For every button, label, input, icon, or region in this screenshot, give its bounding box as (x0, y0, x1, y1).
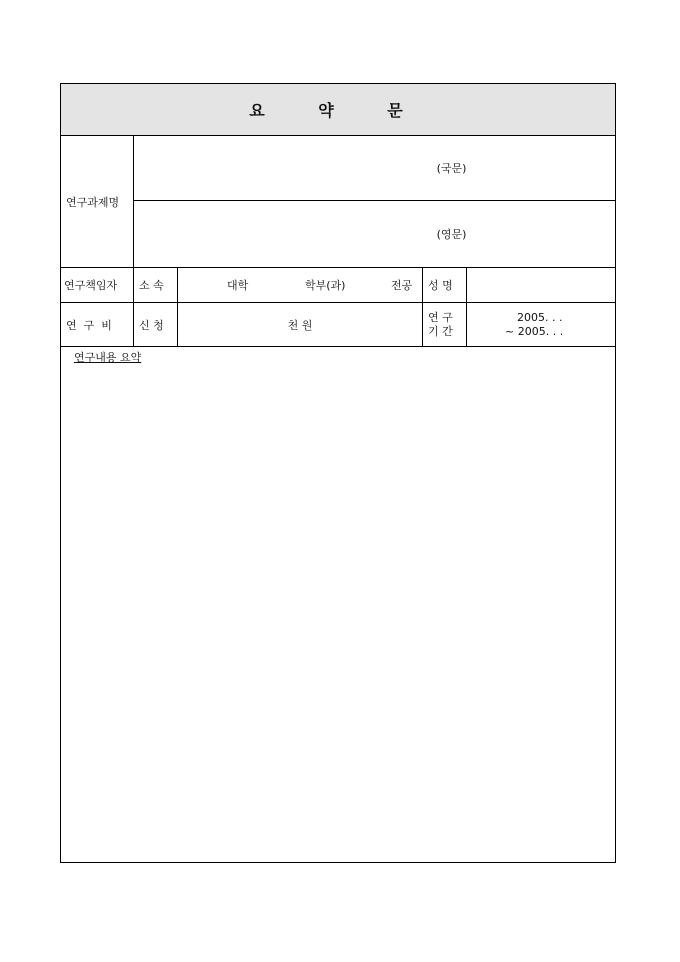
form-title: 요 약 문 (61, 84, 615, 136)
summary-body[interactable] (74, 367, 604, 857)
period-label-line2: 기 간 (428, 324, 453, 338)
summary-form (60, 83, 616, 863)
period-start[interactable]: 2005. . . (517, 310, 563, 324)
university-field[interactable]: 대학 (227, 279, 249, 292)
budget-amount-field[interactable]: 천 원 (287, 318, 313, 332)
summary-label: 연구내용 요약 (74, 351, 142, 364)
affiliation-label: 소 속 (139, 279, 164, 292)
project-title-label: 연구과제명 (66, 195, 120, 209)
divider (61, 346, 615, 347)
period-end[interactable]: ~ 2005. . . (505, 324, 564, 338)
request-label: 신 청 (139, 318, 164, 332)
project-title-english[interactable]: (영문) (436, 228, 467, 241)
period-field[interactable] (467, 303, 615, 346)
name-field[interactable] (467, 268, 615, 302)
department-field[interactable]: 학부(과) (305, 279, 346, 292)
project-title-korean[interactable]: (국문) (436, 162, 467, 175)
researcher-label: 연구책임자 (64, 279, 118, 292)
budget-label: 연 구 비 (66, 318, 112, 332)
period-label (423, 303, 466, 346)
period-label-line1: 연 구 (428, 310, 453, 324)
name-label: 성 명 (428, 279, 453, 292)
major-field[interactable]: 전공 (391, 279, 413, 292)
